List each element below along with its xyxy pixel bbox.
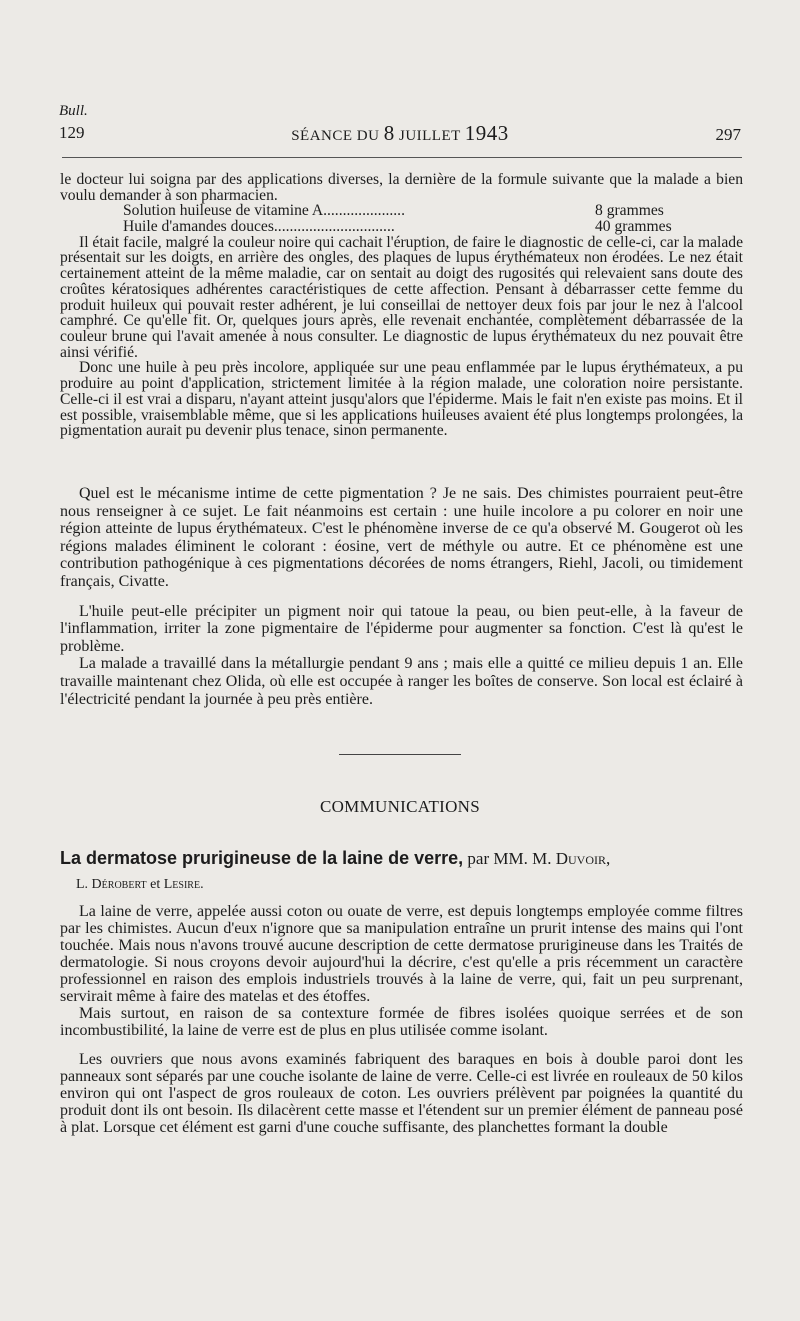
paragraph: La laine de verre, appelée aussi coton ou ouate de verre, est depuis longtemps employée comme filtres par les chimistes. Aucun d'eux n'ignore que sa manipulation entraîne un prurit intense des mains qui l'ont touchée. Mais nous n'avons trouvé aucune description de cette dermatose prurigineuse dans les Traités de dermatologie. Si nous croyons devoir aujourd'hui la décrire, c'est qu'elle a pris récemment un caractère professionnel en raison des emplois industriels trouvés à la laine de verre, qui, fait un peu surprenant, servirait même à faire des matelas et des étoffes. (60, 903, 743, 1005)
section-heading: COMMUNICATIONS (319, 797, 481, 816)
page-number: 297 (715, 125, 741, 144)
article-title-text: La dermatose prurigineuse de la laine de verre, (60, 848, 464, 868)
session-title (59, 121, 741, 146)
running-header (59, 121, 741, 147)
paragraph: Donc une huile à peu près incolore, appliquée sur une peau enflammée par le lupus érythémateux, a pu produire au point d'application, strictement limitée à la région malade, une coloration noire persistante. Celle-ci il est vrai a disparu, n'ayant atteint jusqu'alors que l'épiderme. Mais le fait n'en existe pas moins. Et il est possible, vraisemblable même, que si les applications huileuses avaient été plus longtemps prolongées, la pigmentation aurait pu devenir plus tenace, sinon permanente. (60, 359, 743, 440)
article-and: et (146, 877, 164, 892)
recipe-quantity: 40 grammes (595, 218, 672, 236)
bulletin-label: Bull. (59, 103, 88, 119)
paragraph: Les ouvriers que nous avons examinés fabriquent des baraques en bois à double paroi dont les panneaux sont séparés par une couche isolante de laine de verre. Celle-ci est livrée en rouleaux de 50 kilos environ qui ont l'aspect de gros rouleaux de coton. Les ouvriers prélèvent par poignées la quantité du produit dont ils ont besoin. Ils dilacèrent cette masse et l'étendent sur un premier élément de panneau posé à plat. Lorsque cet élément est garni d'une couche suffisante, des planchettes formant la double (60, 1051, 743, 1136)
paragraph: La malade a travaillé dans la métallurgie pendant 9 ans ; mais elle a quitté ce milieu depuis 1 an. Elle travaille maintenant chez Olida, où elle est occupée à ranger les boîtes de conserve. Son local est éclairé à l'électricité pendant la journée à peu près entière. (60, 655, 743, 708)
article-by: par MM. (463, 849, 533, 868)
article-body (60, 903, 743, 1136)
recipe-ingredient: Solution huileuse de vitamine A..................... (123, 202, 405, 220)
discussion-text (60, 485, 743, 720)
author-name: Lesire. (163, 877, 204, 892)
paragraph: L'huile peut-elle précipiter un pigment noir qui tatoue la peau, ou bien peut-elle, à la faveur de l'inflammation, irriter la zone pigmentaire de l'épiderme pour augmenter sa fonction. C'est là qu'est le problème. (60, 602, 743, 655)
paragraph: Mais surtout, en raison de sa contexture formée de fibres isolées quoique serrées et de son incombustibilité, la laine de verre est de plus en plus utilisée comme isolant. (60, 1005, 743, 1039)
paragraph: Il était facile, malgré la couleur noire qui cachait l'éruption, de faire le diagnostic de celle-ci, car la malade présentait sur les doigts, en arrière des ongles, des plaques de lupus érythémateux non érodées. Le nez était certainement atteint de la même maladie, car on sentait au doigt des rugosités qui relevaient sans doute des croûtes kératosiques adhérentes caractéristiques de cette affection. Pensant à débarrasser cette femme du produit huileux qui pouvait rester adhérent, je lui conseillai de nettoyer deux fois par jour le nez à l'alcool camphré. Ce qu'elle fit. Or, quelques jours après, elle revenait enchantée, complètement débarrassée de la couleur brune qui l'avait amenée à nous consulter. Le diagnostic de lupus érythémateux du nez pouvait être ainsi vérifié. (60, 233, 743, 361)
section-separator (339, 754, 461, 755)
author-name: M. Duvoir, (532, 849, 611, 868)
session-day: 8 (383, 121, 395, 145)
session-month: JUILLET (394, 128, 465, 144)
article-title (60, 845, 743, 898)
volume-number: 129 (59, 123, 85, 142)
author-name: L. Dérobert (76, 877, 147, 892)
session-year: 1943 (464, 121, 509, 145)
header-rule (62, 157, 742, 158)
recipe-quantity: 8 grammes (595, 202, 664, 220)
paragraph: Quel est le mécanisme intime de cette pigmentation ? Je ne sais. Des chimistes pourraient peut-être nous renseigner à ce sujet. Le fait néanmoins est certain : une huile incolore a pu colorer en noir une région atteinte de lupus érythémateux. C'est le phénomène inverse de ce qu'a observé M. Gougerot où les régions malades éliminent le colorant : éosine, vert de méthyle ou autre. Et ce phénomène est une contribution pathogénique à ces pigmentations décorées de noms étrangers, Riehl, Jacoli, ou timidement français, Civatte. (60, 485, 743, 590)
recipe-ingredient: Huile d'amandes douces............................... (123, 218, 395, 236)
paragraph: le docteur lui soigna par des applications diverses, la dernière de la formule suivante que la malade a bien voulu demander à son pharmacien. (60, 171, 743, 204)
case-report-text (60, 172, 743, 439)
recipe-line (60, 219, 743, 235)
session-prefix: SÉANCE DU (291, 128, 384, 144)
recipe-line (60, 203, 743, 219)
